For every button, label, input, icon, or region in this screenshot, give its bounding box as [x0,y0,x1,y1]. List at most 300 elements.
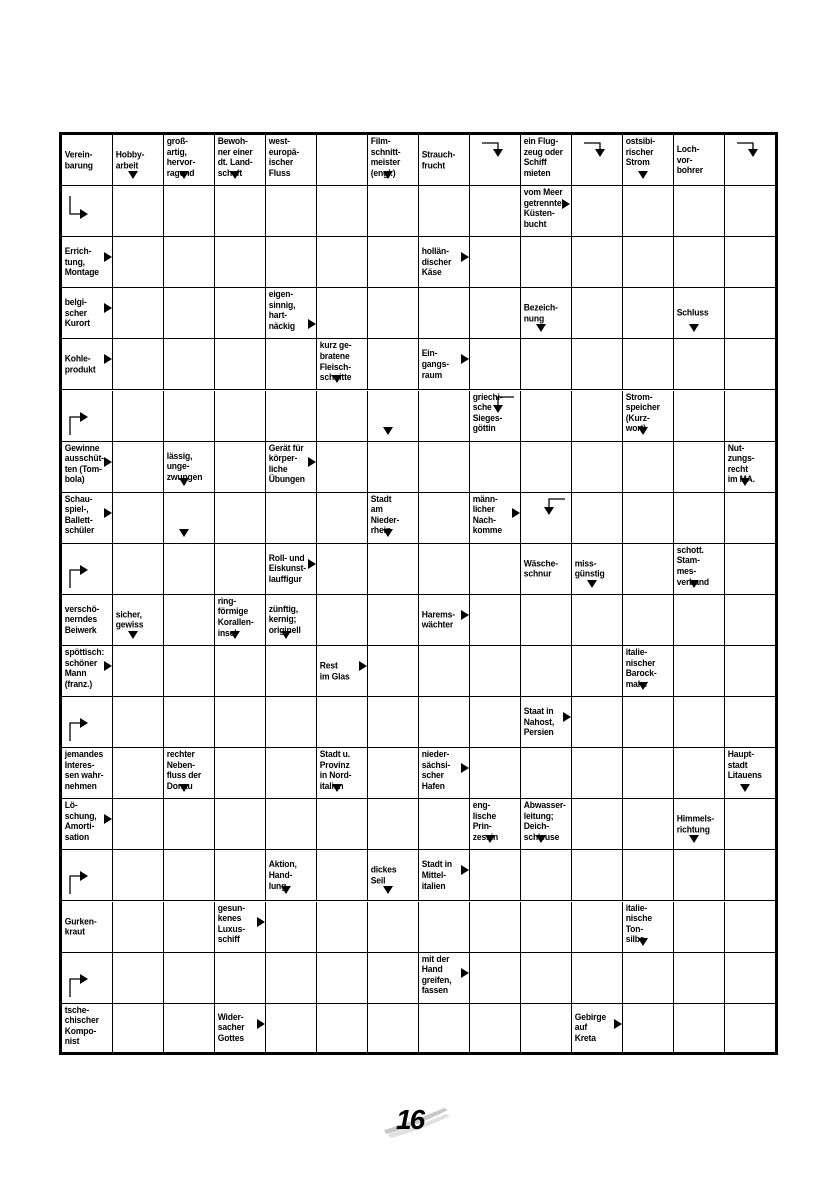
arrow-down-icon [179,171,189,179]
answer-cell[interactable] [470,1004,521,1052]
answer-cell[interactable] [572,288,623,339]
answer-cell[interactable] [317,850,368,901]
answer-cell[interactable] [725,850,775,901]
answer-cell[interactable] [521,237,572,288]
answer-cell[interactable] [470,288,521,339]
answer-cell[interactable] [215,186,266,237]
clue-cell [62,135,113,186]
answer-cell[interactable] [674,493,725,544]
answer-cell[interactable] [623,953,674,1004]
answer-cell[interactable] [572,799,623,850]
clue-text: Staat in Nahost, Persien [523,706,555,739]
answer-cell[interactable] [164,288,215,339]
clue-cell [62,646,113,697]
answer-cell[interactable] [368,288,419,339]
answer-cell[interactable] [725,697,775,748]
clue-cell [674,135,725,186]
answer-cell[interactable] [164,237,215,288]
answer-cell[interactable] [368,186,419,237]
answer-cell[interactable] [674,646,725,697]
answer-cell[interactable] [521,595,572,646]
answer-cell[interactable] [725,493,775,544]
clue-text: lässig, unge- zwungen [166,450,203,483]
clue-cell [62,288,113,339]
clue-cell [113,135,164,186]
answer-cell[interactable] [521,748,572,799]
clue-text: Verein- barung [64,149,93,171]
answer-cell[interactable] [368,1004,419,1052]
answer-cell[interactable] [521,339,572,390]
clue-text: west- europä- ischer Fluss [268,136,300,179]
answer-cell[interactable] [521,646,572,697]
arrow-down-icon [383,171,393,179]
answer-cell[interactable] [572,902,623,953]
answer-cell[interactable] [266,748,317,799]
bent-arrow-icon [470,135,520,185]
page-number-text: 16 [396,1104,424,1135]
answer-cell[interactable] [266,953,317,1004]
answer-cell[interactable] [113,288,164,339]
answer-cell[interactable] [317,953,368,1004]
answer-cell[interactable] [215,953,266,1004]
answer-cell[interactable] [215,288,266,339]
clue-text: ein Flug- zeug oder Schiff mieten [523,136,563,179]
clue-text: Haupt- stadt Litauens [727,749,762,782]
answer-cell[interactable] [368,902,419,953]
answer-cell[interactable] [419,391,470,442]
answer-cell[interactable] [317,595,368,646]
answer-cell[interactable] [368,442,419,493]
answer-cell[interactable] [266,697,317,748]
answer-cell[interactable] [623,1004,674,1052]
clue-cell [470,799,521,850]
clue-text: Gurken- kraut [64,915,97,938]
answer-cell[interactable] [215,544,266,595]
answer-cell[interactable] [164,1004,215,1052]
answer-cell[interactable] [572,339,623,390]
answer-cell[interactable] [470,595,521,646]
answer-cell[interactable] [725,902,775,953]
answer-cell[interactable] [470,646,521,697]
answer-cell[interactable] [521,391,572,442]
answer-cell[interactable] [623,237,674,288]
answer-cell[interactable] [674,595,725,646]
answer-cell[interactable] [215,646,266,697]
answer-cell[interactable] [419,799,470,850]
answer-cell[interactable] [215,850,266,901]
answer-cell[interactable] [113,748,164,799]
answer-cell[interactable] [317,697,368,748]
arrow-down-icon [281,886,291,894]
arrow-right-icon [512,508,520,518]
arrow-right-icon [104,661,112,671]
answer-cell[interactable] [674,339,725,390]
answer-cell[interactable] [317,288,368,339]
answer-cell[interactable] [113,646,164,697]
answer-cell[interactable] [317,799,368,850]
answer-cell[interactable] [317,1004,368,1052]
answer-cell[interactable] [113,391,164,442]
clue-text: ostsibi- rischer Strom [625,136,656,169]
arrow-down-icon [638,682,648,690]
arrow-right-icon [257,917,265,927]
answer-cell[interactable] [266,493,317,544]
answer-cell[interactable] [521,442,572,493]
answer-cell[interactable] [725,1004,775,1052]
answer-cell[interactable] [572,237,623,288]
answer-cell[interactable] [368,799,419,850]
clue-text: Strauch- frucht [421,149,456,171]
clue-cell [215,1004,266,1052]
clue-text: Roll- und Eiskunst- lauffigur [268,552,306,586]
answer-cell[interactable] [521,1004,572,1052]
crossword-grid [59,132,778,1055]
clue-text: belgi- scher Kurort [64,297,91,330]
answer-cell[interactable] [419,544,470,595]
clue-cell [266,135,317,186]
clue-cell [674,288,725,339]
arrow-right-icon [104,252,112,262]
answer-cell[interactable] [317,544,368,595]
clue-text: schott. Stam- mes- verband [676,544,710,588]
answer-cell[interactable] [317,902,368,953]
answer-cell[interactable] [113,339,164,390]
arrow-down-icon [689,580,699,588]
answer-cell[interactable] [164,646,215,697]
clue-text: griechi- sche Sieges- göttin [472,391,503,435]
arrow-right-icon [257,1019,265,1029]
arrow-down-icon [383,427,393,435]
answer-cell[interactable] [368,646,419,697]
clue-cell [521,288,572,339]
clue-text: Abwasser- leitung; Deich- schleuse [523,800,566,844]
answer-cell[interactable] [113,902,164,953]
answer-cell[interactable] [113,850,164,901]
answer-cell[interactable] [164,391,215,442]
answer-cell[interactable] [368,595,419,646]
clue-cell [317,339,368,390]
clue-cell [317,646,368,697]
clue-text: gesun- kenes Luxus- schiff [217,902,245,946]
answer-cell[interactable] [521,953,572,1004]
clue-text: Hobby- arbeit [115,149,145,171]
answer-cell[interactable] [113,697,164,748]
arrow-down-icon [179,478,189,486]
answer-cell[interactable] [164,850,215,901]
answer-cell[interactable] [572,748,623,799]
answer-cell[interactable] [521,850,572,901]
answer-cell[interactable] [419,902,470,953]
answer-cell[interactable] [623,850,674,901]
clue-text: Errich- tung, Montage [64,246,99,279]
answer-cell[interactable] [572,442,623,493]
arrow-right-icon [308,319,316,329]
answer-cell[interactable] [368,953,419,1004]
answer-cell[interactable] [674,237,725,288]
answer-cell[interactable] [470,697,521,748]
answer-cell[interactable] [725,799,775,850]
clue-cell [725,748,775,799]
answer-cell[interactable] [368,748,419,799]
answer-cell[interactable] [419,288,470,339]
answer-cell[interactable] [317,442,368,493]
arrow-down-icon [230,631,240,639]
answer-cell[interactable] [521,493,572,544]
answer-cell[interactable] [725,544,775,595]
clue-text: Gewinne ausschüt- ten (Tom- bola) [64,442,104,486]
answer-cell[interactable] [419,442,470,493]
clue-text: Stadt in Mittel- italien [421,859,452,892]
answer-cell[interactable] [572,391,623,442]
clue-text: Nut- zungs- recht im MA. [727,442,755,486]
clue-text: Rest im Glas [319,660,350,682]
clue-cell [419,339,470,390]
answer-cell[interactable] [725,135,775,186]
arrow-down-icon [638,171,648,179]
clue-text: Himmels- richtung [676,813,715,836]
answer-cell[interactable] [572,595,623,646]
answer-cell[interactable] [113,237,164,288]
answer-cell[interactable] [317,493,368,544]
bent-arrow-icon [62,697,112,747]
answer-cell[interactable] [317,186,368,237]
answer-cell[interactable] [623,186,674,237]
answer-cell[interactable] [215,339,266,390]
arrow-down-icon [536,324,546,332]
answer-cell[interactable] [725,237,775,288]
clue-cell [62,902,113,953]
answer-cell[interactable] [470,850,521,901]
answer-cell[interactable] [113,493,164,544]
answer-cell[interactable] [266,799,317,850]
answer-cell[interactable] [164,595,215,646]
answer-cell[interactable] [470,237,521,288]
clue-cell [368,850,419,901]
answer-cell[interactable] [470,186,521,237]
clue-cell [368,493,419,544]
arrow-down-icon [689,324,699,332]
answer-cell[interactable] [113,799,164,850]
answer-cell[interactable] [215,748,266,799]
answer-cell[interactable] [674,902,725,953]
clue-cell [725,442,775,493]
answer-cell[interactable] [113,1004,164,1052]
answer-cell[interactable] [164,799,215,850]
arrow-down-icon [281,631,291,639]
clue-cell [266,442,317,493]
bent-arrow-icon [62,391,112,441]
arrow-down-icon [332,375,342,383]
answer-cell[interactable] [623,339,674,390]
answer-cell[interactable] [572,850,623,901]
answer-cell[interactable] [215,237,266,288]
clue-cell [623,391,674,442]
clue-text: mit der Hand greifen, fassen [421,953,452,997]
answer-cell[interactable] [266,1004,317,1052]
clue-text: vom Meer getrennte Küsten- bucht [523,187,563,230]
answer-cell[interactable] [317,135,368,186]
arrow-down-icon [740,784,750,792]
arrow-down-icon [383,529,393,537]
answer-cell[interactable] [419,646,470,697]
answer-cell[interactable] [215,442,266,493]
answer-cell[interactable] [470,442,521,493]
bent-arrow-icon [572,135,622,185]
clue-cell [419,748,470,799]
answer-cell[interactable] [674,850,725,901]
answer-cell[interactable] [419,493,470,544]
answer-cell[interactable] [164,339,215,390]
arrow-right-icon [104,508,112,518]
answer-cell[interactable] [215,799,266,850]
answer-cell[interactable] [674,391,725,442]
answer-cell[interactable] [266,902,317,953]
answer-cell[interactable] [674,1004,725,1052]
answer-cell[interactable] [164,697,215,748]
answer-cell[interactable] [113,442,164,493]
answer-cell[interactable] [674,186,725,237]
answer-cell[interactable] [368,391,419,442]
clue-text: spöttisch: schöner Mann (franz.) [64,647,105,690]
answer-cell[interactable] [725,646,775,697]
answer-cell[interactable] [572,186,623,237]
answer-cell[interactable] [623,697,674,748]
clue-cell [113,595,164,646]
clue-cell [521,186,572,237]
answer-cell[interactable] [623,595,674,646]
answer-cell[interactable] [368,697,419,748]
bent-arrow-icon [62,186,112,236]
answer-cell[interactable] [266,237,317,288]
answer-cell[interactable] [215,697,266,748]
answer-cell[interactable] [164,544,215,595]
answer-cell[interactable] [266,339,317,390]
arrow-down-icon [485,835,495,843]
answer-cell[interactable] [470,953,521,1004]
answer-cell[interactable] [572,135,623,186]
arrow-down-icon [638,938,648,946]
answer-cell[interactable] [470,748,521,799]
bent-arrow-icon [521,493,571,543]
answer-cell[interactable] [572,493,623,544]
answer-cell[interactable] [266,646,317,697]
answer-cell[interactable] [113,953,164,1004]
clue-text: italie- nische Ton- silbe [625,902,652,946]
clue-text: nieder- sächsi- scher Hafen [421,749,451,792]
answer-cell[interactable] [623,748,674,799]
answer-cell[interactable] [164,186,215,237]
answer-cell[interactable] [725,339,775,390]
clue-text: verschö- nerndes Beiwerk [64,604,100,637]
arrow-right-icon [104,303,112,313]
answer-cell[interactable] [419,697,470,748]
clue-text: Loch- vor- bohrer [676,144,703,177]
clue-cell [62,595,113,646]
answer-cell[interactable] [164,493,215,544]
answer-cell[interactable] [572,697,623,748]
clue-cell [521,135,572,186]
answer-cell[interactable] [623,493,674,544]
answer-cell[interactable] [725,391,775,442]
clue-text: Film- schnitt- meister (engl.) [370,136,401,179]
clue-text: Wider- sacher Gottes [217,1011,245,1045]
answer-cell[interactable] [674,697,725,748]
clue-cell [521,544,572,595]
clue-text: eng- lische Prin- zessin [472,800,499,844]
answer-cell[interactable] [164,953,215,1004]
answer-cell[interactable] [572,646,623,697]
answer-cell[interactable] [725,186,775,237]
clue-text: Lö- schung, Amorti- sation [64,800,97,844]
clue-text: Stadt u. Provinz in Nord- italien [319,749,352,792]
arrow-down-icon [230,171,240,179]
answer-cell[interactable] [368,237,419,288]
answer-cell[interactable] [521,902,572,953]
answer-cell[interactable] [623,544,674,595]
answer-cell[interactable] [623,442,674,493]
answer-cell[interactable] [470,339,521,390]
answer-cell[interactable] [62,391,113,442]
arrow-down-icon [536,835,546,843]
answer-cell[interactable] [419,186,470,237]
clue-cell [470,391,521,442]
answer-cell[interactable] [215,391,266,442]
clue-cell [62,748,113,799]
arrow-right-icon [563,712,571,722]
answer-cell[interactable] [572,953,623,1004]
clue-text: hollän- discher Käse [421,246,452,279]
answer-cell[interactable] [368,339,419,390]
answer-cell[interactable] [674,953,725,1004]
answer-cell[interactable] [470,902,521,953]
answer-cell[interactable] [317,237,368,288]
answer-cell[interactable] [725,288,775,339]
answer-cell[interactable] [725,595,775,646]
answer-cell[interactable] [164,902,215,953]
answer-cell[interactable] [317,391,368,442]
answer-cell[interactable] [674,748,725,799]
answer-cell[interactable] [470,135,521,186]
clue-cell [62,799,113,850]
answer-cell[interactable] [266,186,317,237]
answer-cell[interactable] [266,391,317,442]
clue-text: dickes Seil [370,864,397,887]
answer-cell[interactable] [674,442,725,493]
answer-cell[interactable] [215,493,266,544]
answer-cell[interactable] [62,850,113,901]
answer-cell[interactable] [368,544,419,595]
clue-text: Wäsche- schnur [523,558,558,580]
clue-text: Ein- gangs- raum [421,348,449,381]
answer-cell[interactable] [725,953,775,1004]
answer-cell[interactable] [62,697,113,748]
answer-cell[interactable] [113,186,164,237]
answer-cell[interactable] [62,544,113,595]
arrow-down-icon [383,886,393,894]
answer-cell[interactable] [470,544,521,595]
answer-cell[interactable] [623,799,674,850]
answer-cell[interactable] [62,186,113,237]
answer-cell[interactable] [113,544,164,595]
clue-cell [266,595,317,646]
clue-cell [215,595,266,646]
answer-cell[interactable] [62,953,113,1004]
answer-cell[interactable] [623,288,674,339]
clue-cell [674,544,725,595]
clue-cell [266,544,317,595]
clue-text: italie- nischer Barock- maler [625,647,657,690]
answer-cell[interactable] [419,1004,470,1052]
